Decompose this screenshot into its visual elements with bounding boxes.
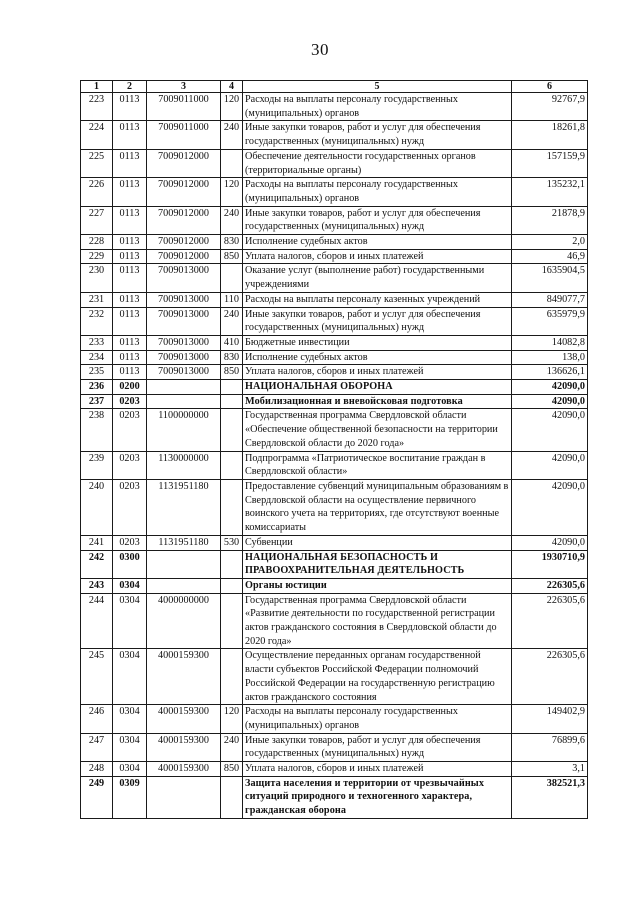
table-row [81,292,588,307]
row-number: 244 [81,593,113,649]
section-code: 0113 [113,206,147,234]
header-col-5: 5 [243,81,512,93]
page-number: 30 [311,40,329,59]
row-number: 235 [81,365,113,380]
item-amount: 42090,0 [512,451,588,479]
table-row [81,350,588,365]
target-article-code: 7009013000 [147,292,221,307]
expense-type-code [221,264,243,292]
item-name: Расходы на выплаты персоналу государственных (муниципальных) органов [243,93,512,121]
item-amount: 42090,0 [512,409,588,451]
expense-type-code [221,394,243,409]
item-amount: 42090,0 [512,394,588,409]
header-col-1: 1 [81,81,113,93]
row-number: 240 [81,479,113,535]
item-name: Иные закупки товаров, работ и услуг для обеспечения государственных (муниципальных) нужд [243,206,512,234]
target-article-code: 1131951180 [147,535,221,550]
expense-type-code: 830 [221,235,243,250]
expense-type-code: 830 [221,350,243,365]
row-number: 224 [81,121,113,149]
item-amount: 92767,9 [512,93,588,121]
section-code: 0113 [113,178,147,206]
item-amount: 46,9 [512,249,588,264]
expense-type-code [221,578,243,593]
expense-type-code: 850 [221,365,243,380]
expense-type-code [221,380,243,395]
item-amount: 226305,6 [512,593,588,649]
expense-type-code: 110 [221,292,243,307]
row-number: 239 [81,451,113,479]
section-code: 0304 [113,649,147,705]
section-code: 0113 [113,335,147,350]
expense-type-code [221,550,243,578]
expense-type-code: 850 [221,762,243,777]
target-article-code: 7009013000 [147,365,221,380]
item-amount: 76899,6 [512,733,588,761]
section-code: 0113 [113,365,147,380]
target-article-code: 4000159300 [147,762,221,777]
section-code: 0113 [113,93,147,121]
table-row [81,93,588,121]
section-code: 0113 [113,121,147,149]
expense-type-code: 240 [221,121,243,149]
table-row [81,365,588,380]
section-code: 0113 [113,292,147,307]
table-row [81,307,588,335]
row-number: 223 [81,93,113,121]
section-code: 0113 [113,235,147,250]
header-col-4: 4 [221,81,243,93]
section-code: 0113 [113,264,147,292]
header-col-2: 2 [113,81,147,93]
table-row [81,121,588,149]
table-row [81,733,588,761]
table-row [81,178,588,206]
expense-type-code [221,409,243,451]
row-number: 230 [81,264,113,292]
header-col-6: 6 [512,81,588,93]
target-article-code [147,776,221,818]
target-article-code [147,380,221,395]
item-name: НАЦИОНАЛЬНАЯ ОБОРОНА [243,380,512,395]
item-name: Мобилизационная и вневойсковая подготовка [243,394,512,409]
item-amount: 3,1 [512,762,588,777]
row-number: 248 [81,762,113,777]
item-name: Расходы на выплаты персоналу государственных (муниципальных) органов [243,178,512,206]
expense-type-code [221,149,243,177]
target-article-code: 7009011000 [147,121,221,149]
item-amount: 382521,3 [512,776,588,818]
section-code: 0304 [113,593,147,649]
item-amount: 226305,6 [512,649,588,705]
section-code: 0304 [113,762,147,777]
table-row [81,249,588,264]
expense-type-code [221,479,243,535]
item-name: НАЦИОНАЛЬНАЯ БЕЗОПАСНОСТЬ И ПРАВООХРАНИТЕЛЬНАЯ ДЕЯТЕЛЬНОСТЬ [243,550,512,578]
expense-type-code: 410 [221,335,243,350]
table-row [81,705,588,733]
item-amount: 1635904,5 [512,264,588,292]
expense-type-code [221,593,243,649]
section-code: 0309 [113,776,147,818]
item-name: Иные закупки товаров, работ и услуг для обеспечения государственных (муниципальных) нужд [243,733,512,761]
table-row [81,264,588,292]
target-article-code: 7009011000 [147,93,221,121]
expense-type-code: 120 [221,93,243,121]
section-code: 0200 [113,380,147,395]
item-amount: 18261,8 [512,121,588,149]
row-number: 229 [81,249,113,264]
section-code: 0113 [113,149,147,177]
item-name: Бюджетные инвестиции [243,335,512,350]
table-header [81,81,588,93]
target-article-code: 7009012000 [147,206,221,234]
item-amount: 136626,1 [512,365,588,380]
target-article-code: 7009012000 [147,149,221,177]
table-row [81,535,588,550]
item-name: Уплата налогов, сборов и иных платежей [243,762,512,777]
row-number: 226 [81,178,113,206]
target-article-code: 1130000000 [147,451,221,479]
item-amount: 157159,9 [512,149,588,177]
row-number: 241 [81,535,113,550]
table-row [81,149,588,177]
table-row [81,578,588,593]
section-code: 0203 [113,479,147,535]
item-amount: 135232,1 [512,178,588,206]
item-amount: 14082,8 [512,335,588,350]
target-article-code: 4000000000 [147,593,221,649]
row-number: 243 [81,578,113,593]
section-code: 0304 [113,733,147,761]
item-amount: 21878,9 [512,206,588,234]
section-code: 0113 [113,249,147,264]
section-code: 0304 [113,578,147,593]
table-row [81,451,588,479]
item-amount: 1930710,9 [512,550,588,578]
row-number: 232 [81,307,113,335]
expense-type-code [221,649,243,705]
expense-type-code [221,451,243,479]
item-amount: 42090,0 [512,535,588,550]
target-article-code [147,394,221,409]
item-amount: 42090,0 [512,479,588,535]
expense-type-code: 120 [221,705,243,733]
section-code: 0203 [113,409,147,451]
table-row [81,762,588,777]
item-name: Субвенции [243,535,512,550]
item-amount: 635979,9 [512,307,588,335]
row-number: 242 [81,550,113,578]
item-name: Исполнение судебных актов [243,350,512,365]
table-row [81,649,588,705]
section-code: 0203 [113,451,147,479]
item-name: Государственная программа Свердловской области «Обеспечение общественной безопасности на территории Свердловской области до 2020 года» [243,409,512,451]
target-article-code: 4000159300 [147,705,221,733]
row-number: 227 [81,206,113,234]
item-name: Обеспечение деятельности государственных органов (территориальные органы) [243,149,512,177]
section-code: 0113 [113,350,147,365]
item-name: Предоставление субвенций муниципальным образованиям в Свердловской области на осуществление первичного воинского учета на территориях, где отсутствуют военные комиссариаты [243,479,512,535]
target-article-code: 7009012000 [147,178,221,206]
item-amount: 2,0 [512,235,588,250]
row-number: 231 [81,292,113,307]
target-article-code: 4000159300 [147,649,221,705]
header-row [81,81,588,93]
table-body [81,93,588,819]
target-article-code: 7009013000 [147,350,221,365]
row-number: 238 [81,409,113,451]
header-col-3: 3 [147,81,221,93]
target-article-code: 7009013000 [147,307,221,335]
row-number: 233 [81,335,113,350]
item-name: Подпрограмма «Патриотическое воспитание граждан в Свердловской области» [243,451,512,479]
section-code: 0300 [113,550,147,578]
item-name: Уплата налогов, сборов и иных платежей [243,249,512,264]
section-code: 0304 [113,705,147,733]
section-code: 0113 [113,307,147,335]
table-row [81,394,588,409]
table-row [81,776,588,818]
item-amount: 849077,7 [512,292,588,307]
item-name: Иные закупки товаров, работ и услуг для обеспечения государственных (муниципальных) нужд [243,121,512,149]
table-row [81,335,588,350]
target-article-code: 7009012000 [147,249,221,264]
target-article-code: 4000159300 [147,733,221,761]
expense-type-code [221,776,243,818]
row-number: 245 [81,649,113,705]
target-article-code [147,550,221,578]
item-name: Расходы на выплаты персоналу государственных (муниципальных) органов [243,705,512,733]
item-name: Государственная программа Свердловской области «Развитие деятельности по государственной регистрации актов гражданского состояния в Свердловской области до 2020 года» [243,593,512,649]
expense-type-code: 240 [221,733,243,761]
expense-type-code: 240 [221,206,243,234]
row-number: 246 [81,705,113,733]
target-article-code: 1131951180 [147,479,221,535]
item-amount: 138,0 [512,350,588,365]
target-article-code: 1100000000 [147,409,221,451]
expense-type-code: 120 [221,178,243,206]
section-code: 0203 [113,394,147,409]
target-article-code: 7009013000 [147,335,221,350]
table-row [81,235,588,250]
expense-type-code: 530 [221,535,243,550]
row-number: 237 [81,394,113,409]
item-name: Оказание услуг (выполнение работ) государственными учреждениями [243,264,512,292]
table-row [81,409,588,451]
table-row [81,593,588,649]
budget-table [80,80,588,819]
target-article-code: 7009013000 [147,264,221,292]
target-article-code [147,578,221,593]
expense-type-code: 850 [221,249,243,264]
row-number: 225 [81,149,113,177]
item-name: Защита населения и территории от чрезвычайных ситуаций природного и техногенного характера, гражданская оборона [243,776,512,818]
table-row [81,380,588,395]
item-name: Иные закупки товаров, работ и услуг для обеспечения государственных (муниципальных) нужд [243,307,512,335]
item-name: Осуществление переданных органам государственной власти субъектов Российской Федерации полномочий Российской Федерации на государственную регистрацию актов гражданского состояния [243,649,512,705]
item-amount: 226305,6 [512,578,588,593]
target-article-code: 7009012000 [147,235,221,250]
table-row [81,206,588,234]
row-number: 247 [81,733,113,761]
item-name: Расходы на выплаты персоналу казенных учреждений [243,292,512,307]
row-number: 249 [81,776,113,818]
item-name: Уплата налогов, сборов и иных платежей [243,365,512,380]
row-number: 234 [81,350,113,365]
section-code: 0203 [113,535,147,550]
expense-type-code: 240 [221,307,243,335]
item-name: Органы юстиции [243,578,512,593]
table-row [81,550,588,578]
item-amount: 149402,9 [512,705,588,733]
row-number: 236 [81,380,113,395]
item-amount: 42090,0 [512,380,588,395]
table-row [81,479,588,535]
row-number: 228 [81,235,113,250]
item-name: Исполнение судебных актов [243,235,512,250]
